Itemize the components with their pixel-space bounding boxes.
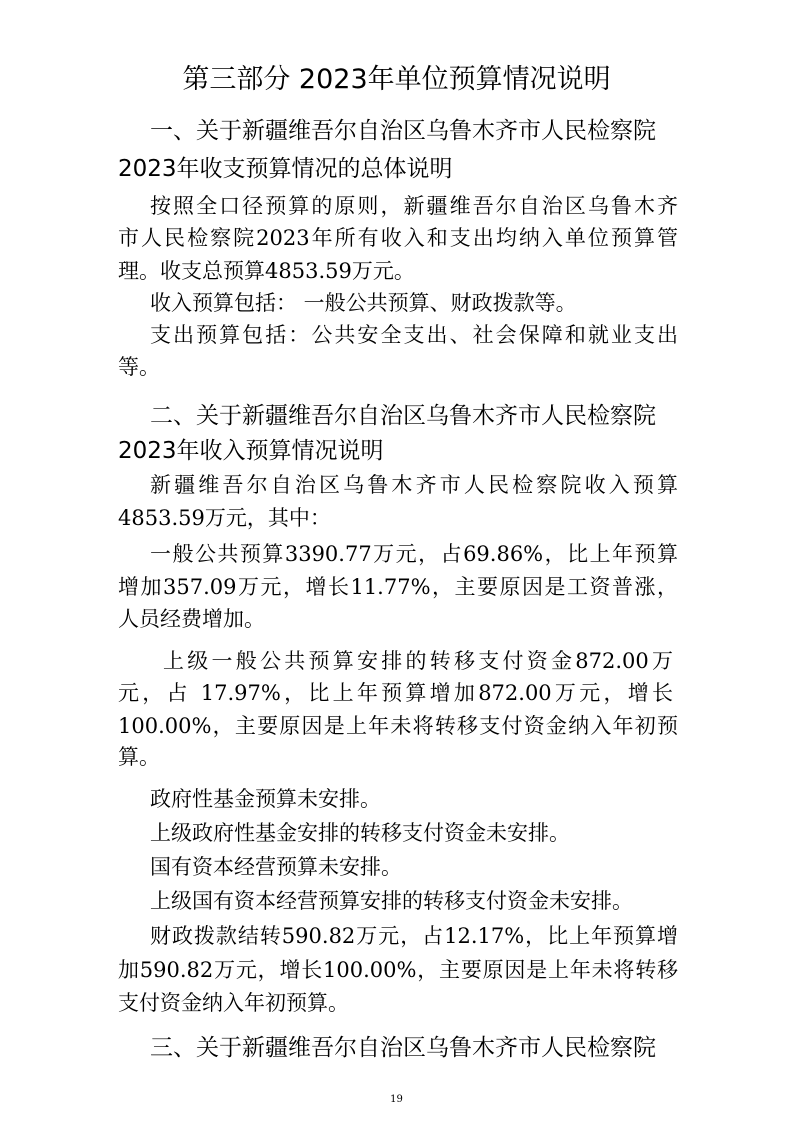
section2-p3-line4: 算。 — [118, 745, 160, 769]
section1-heading-line1: 一、关于新疆维吾尔自治区乌鲁木齐市人民检察院 — [150, 118, 656, 144]
section3-heading-line1: 三、关于新疆维吾尔自治区乌鲁木齐市人民检察院 — [150, 1035, 656, 1061]
section1-p2: 收入预算包括： 一般公共预算、财政拨款等。 — [150, 291, 577, 315]
section2-p1-line1: 新疆维吾尔自治区乌鲁木齐市人民检察院收入预算 — [150, 473, 678, 497]
section2-p5: 上级政府性基金安排的转移支付资金未安排。 — [150, 821, 570, 845]
section2-p3-line1: 上级一般公共预算安排的转移支付资金872.00万 — [163, 649, 673, 673]
section2-p8-line2: 加590.82万元，增长100.00%，主要原因是上年未将转移 — [118, 958, 678, 982]
section1-p1-line3: 理。收支总预算4853.59万元。 — [118, 259, 415, 283]
section2-p8-line1: 财政拨款结转590.82万元，占12.17%，比上年预算增 — [150, 924, 678, 948]
section1-p3-line2: 等。 — [118, 355, 160, 379]
section2-p1-line2: 4853.59万元，其中： — [118, 506, 331, 530]
section2-p7: 上级国有资本经营预算安排的转移支付资金未安排。 — [150, 889, 633, 913]
section1-heading-line2: 2023年收支预算情况的总体说明 — [118, 156, 453, 182]
section2-heading-line1: 二、关于新疆维吾尔自治区乌鲁木齐市人民检察院 — [150, 403, 656, 429]
section2-heading-line2: 2023年收入预算情况说明 — [118, 438, 384, 464]
section1-p3-line1: 支出预算包括：公共安全支出、社会保障和就业支出 — [150, 323, 678, 347]
section2-p6: 国有资本经营预算未安排。 — [150, 855, 402, 879]
section2-p2-line2: 增加357.09万元，增长11.77%，主要原因是工资普涨， — [118, 575, 678, 599]
section1-p1-line2: 市人民检察院2023年所有收入和支出均纳入单位预算管 — [118, 226, 678, 250]
section2-p3-line2: 元，占 17.97%，比上年预算增加872.00万元，增长 — [118, 681, 673, 705]
section1-p1-line1: 按照全口径预算的原则，新疆维吾尔自治区乌鲁木齐 — [150, 194, 678, 218]
page-title: 第三部分 2023年单位预算情况说明 — [182, 64, 611, 95]
section2-p8-line3: 支付资金纳入年初预算。 — [118, 991, 349, 1015]
section2-p2-line3: 人员经费增加。 — [118, 607, 265, 631]
section2-p3-line3: 100.00%，主要原因是上年未将转移支付资金纳入年初预 — [118, 714, 678, 738]
section2-p2-line1: 一般公共预算3390.77万元，占69.86%，比上年预算 — [150, 542, 678, 566]
page-number: 19 — [390, 1094, 403, 1105]
section2-p4: 政府性基金预算未安排。 — [150, 787, 381, 811]
